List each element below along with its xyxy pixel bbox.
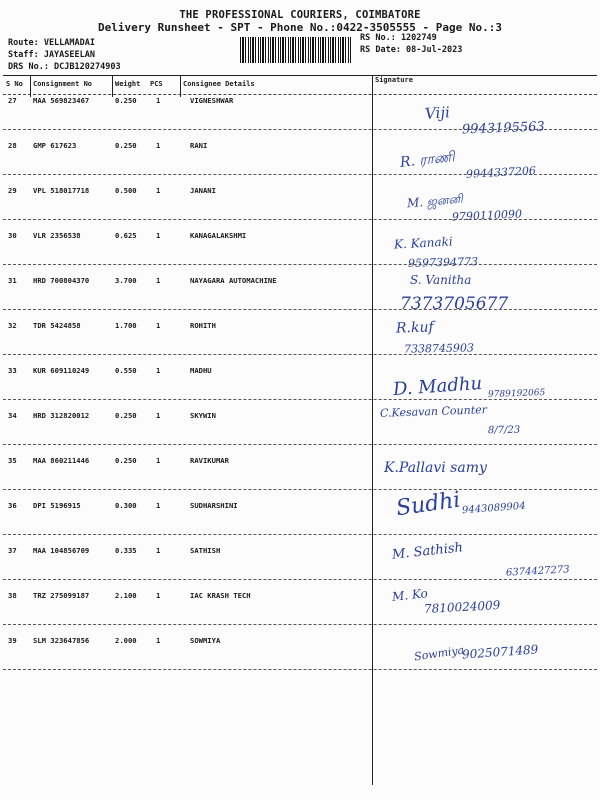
handwritten-phone: 9944337206 — [465, 164, 537, 181]
row-pcs: 1 — [156, 186, 161, 195]
row-consignment-no: MAA 569823467 — [33, 96, 90, 105]
staff-label: Staff: JAYASEELAN — [8, 50, 95, 60]
runsheet-subtitle: Delivery Runsheet - SPT - Phone No.:0422-3505555 - Page No.:3 — [98, 21, 502, 34]
row-consignee: MADHU — [190, 366, 212, 375]
header-pcs: PCS — [150, 80, 163, 88]
row-consignment-no: HRD 312820012 — [33, 411, 90, 420]
row-weight: 3.700 — [115, 276, 137, 285]
row-divider — [3, 263, 597, 265]
row-divider — [3, 533, 597, 535]
row-weight: 1.700 — [115, 321, 137, 330]
row-sno: 35 — [8, 456, 17, 465]
rs-number: RS No.: 1202749 — [360, 33, 437, 43]
drs-number: DRS No.: DCJB120274903 — [8, 62, 121, 72]
row-sno: 32 — [8, 321, 17, 330]
row-consignee: NAYAGARA AUTOMACHINE — [190, 276, 277, 285]
handwritten-phone: 9597394773 — [407, 255, 479, 270]
row-weight: 2.000 — [115, 636, 137, 645]
handwritten-signature: K. Kanaki — [393, 234, 454, 252]
row-consignee: RANI — [190, 141, 208, 150]
row-divider — [3, 353, 597, 355]
row-consignee: VIGNESHWAR — [190, 96, 234, 105]
handwritten-signature: D. Madhu — [392, 372, 483, 401]
handwritten-phone: 6374427273 — [505, 564, 570, 579]
row-weight: 0.550 — [115, 366, 137, 375]
row-consignment-no: VLR 2356538 — [33, 231, 81, 240]
row-consignment-no: TRZ 275099187 — [33, 591, 90, 600]
row-sno: 38 — [8, 591, 17, 600]
row-sno: 30 — [8, 231, 17, 240]
row-sno: 31 — [8, 276, 17, 285]
row-pcs: 1 — [156, 321, 161, 330]
row-weight: 0.335 — [115, 546, 137, 555]
row-weight: 0.625 — [115, 231, 137, 240]
row-sno: 37 — [8, 546, 17, 555]
row-consignment-no: MAA 860211446 — [33, 456, 90, 465]
row-consignee: SOWMIYA — [190, 636, 221, 645]
row-consignee: KANAGALAKSHMI — [190, 231, 247, 240]
handwritten-phone: 9789192065 — [487, 388, 546, 400]
company-title: THE PROFESSIONAL COURIERS, COIMBATORE — [179, 9, 421, 21]
row-weight: 0.300 — [115, 501, 137, 510]
handwritten-signature: M. ஜனனி — [406, 191, 464, 211]
row-weight: 2.100 — [115, 591, 137, 600]
handwritten-phone: 7373705677 — [400, 294, 509, 314]
row-consignee: SATHISH — [190, 546, 221, 555]
table-header — [3, 75, 597, 95]
row-consignee: IAC KRASH TECH — [190, 591, 251, 600]
barcode — [240, 37, 352, 63]
handwritten-phone: 7810024009 — [423, 598, 501, 616]
row-weight: 0.500 — [115, 186, 137, 195]
handwritten-signature: M. Ko — [391, 586, 429, 604]
row-pcs: 1 — [156, 366, 161, 375]
row-consignment-no: MAA 104856709 — [33, 546, 90, 555]
row-sno: 34 — [8, 411, 17, 420]
row-pcs: 1 — [156, 141, 161, 150]
handwritten-phone: 9025071489 — [461, 642, 539, 662]
row-consignment-no: VPL 518017718 — [33, 186, 90, 195]
column-divider — [180, 75, 181, 97]
row-consignment-no: DPI 5196915 — [33, 501, 81, 510]
row-consignee: JANANI — [190, 186, 216, 195]
row-sno: 33 — [8, 366, 17, 375]
row-pcs: 1 — [156, 636, 161, 645]
row-sno: 36 — [8, 501, 17, 510]
route-label: Route: VELLAMADAI — [8, 38, 95, 48]
row-pcs: 1 — [156, 411, 161, 420]
row-pcs: 1 — [156, 456, 161, 465]
row-pcs: 1 — [156, 96, 161, 105]
handwritten-signature: M. Sathish — [391, 540, 464, 563]
row-consignee: ROHITH — [190, 321, 216, 330]
row-pcs: 1 — [156, 231, 161, 240]
column-divider — [112, 75, 113, 97]
row-sno: 39 — [8, 636, 17, 645]
row-pcs: 1 — [156, 591, 161, 600]
signature-column-divider — [372, 75, 373, 785]
handwritten-phone: 9943195563 — [461, 119, 545, 138]
row-divider — [3, 668, 597, 670]
row-weight: 0.250 — [115, 141, 137, 150]
row-divider — [3, 443, 597, 445]
row-consignment-no: HRD 700804370 — [33, 276, 90, 285]
row-pcs: 1 — [156, 546, 161, 555]
column-divider — [30, 75, 31, 97]
rs-date: RS Date: 08-Jul-2023 — [360, 45, 463, 55]
row-consignment-no: SLM 323647856 — [33, 636, 90, 645]
header-sno: S No — [6, 80, 23, 88]
row-sno: 27 — [8, 96, 17, 105]
handwritten-signature: R.kuf — [395, 319, 434, 337]
handwritten-phone: 9790110090 — [451, 207, 523, 224]
header-signature: Signature — [375, 76, 413, 84]
row-pcs: 1 — [156, 276, 161, 285]
row-consignment-no: TDR 5424858 — [33, 321, 81, 330]
handwritten-signature: Sudhi — [394, 487, 462, 522]
handwritten-signature: Sowmiya — [413, 643, 465, 664]
handwritten-signature: R. ராணி — [399, 149, 456, 171]
row-consignment-no: KUR 609110249 — [33, 366, 90, 375]
handwritten-signature: Viji — [424, 103, 451, 123]
row-weight: 0.250 — [115, 96, 137, 105]
row-divider — [3, 488, 597, 490]
row-consignee: SUDHARSHINI — [190, 501, 238, 510]
row-consignee: SKYWIN — [190, 411, 216, 420]
row-weight: 0.250 — [115, 411, 137, 420]
row-consignee: RAVIKUMAR — [190, 456, 229, 465]
handwritten-signature: K.Pallavi samy — [384, 460, 487, 476]
handwritten-signature: C.Kesavan Counter — [379, 403, 488, 420]
row-consignment-no: GMP 617623 — [33, 141, 77, 150]
handwritten-phone: 7338745903 — [403, 341, 475, 356]
handwritten-phone: 8/7/23 — [487, 424, 521, 437]
header-weight: Weight — [115, 80, 141, 88]
handwritten-phone: 9443089904 — [461, 500, 526, 517]
handwritten-signature: S. Vanitha — [410, 273, 472, 287]
header-consignee: Consignee Details — [183, 80, 255, 88]
row-pcs: 1 — [156, 501, 161, 510]
header-consignment: Consignment No — [33, 80, 93, 88]
row-weight: 0.250 — [115, 456, 137, 465]
row-divider — [3, 623, 597, 625]
row-sno: 28 — [8, 141, 17, 150]
row-sno: 29 — [8, 186, 17, 195]
